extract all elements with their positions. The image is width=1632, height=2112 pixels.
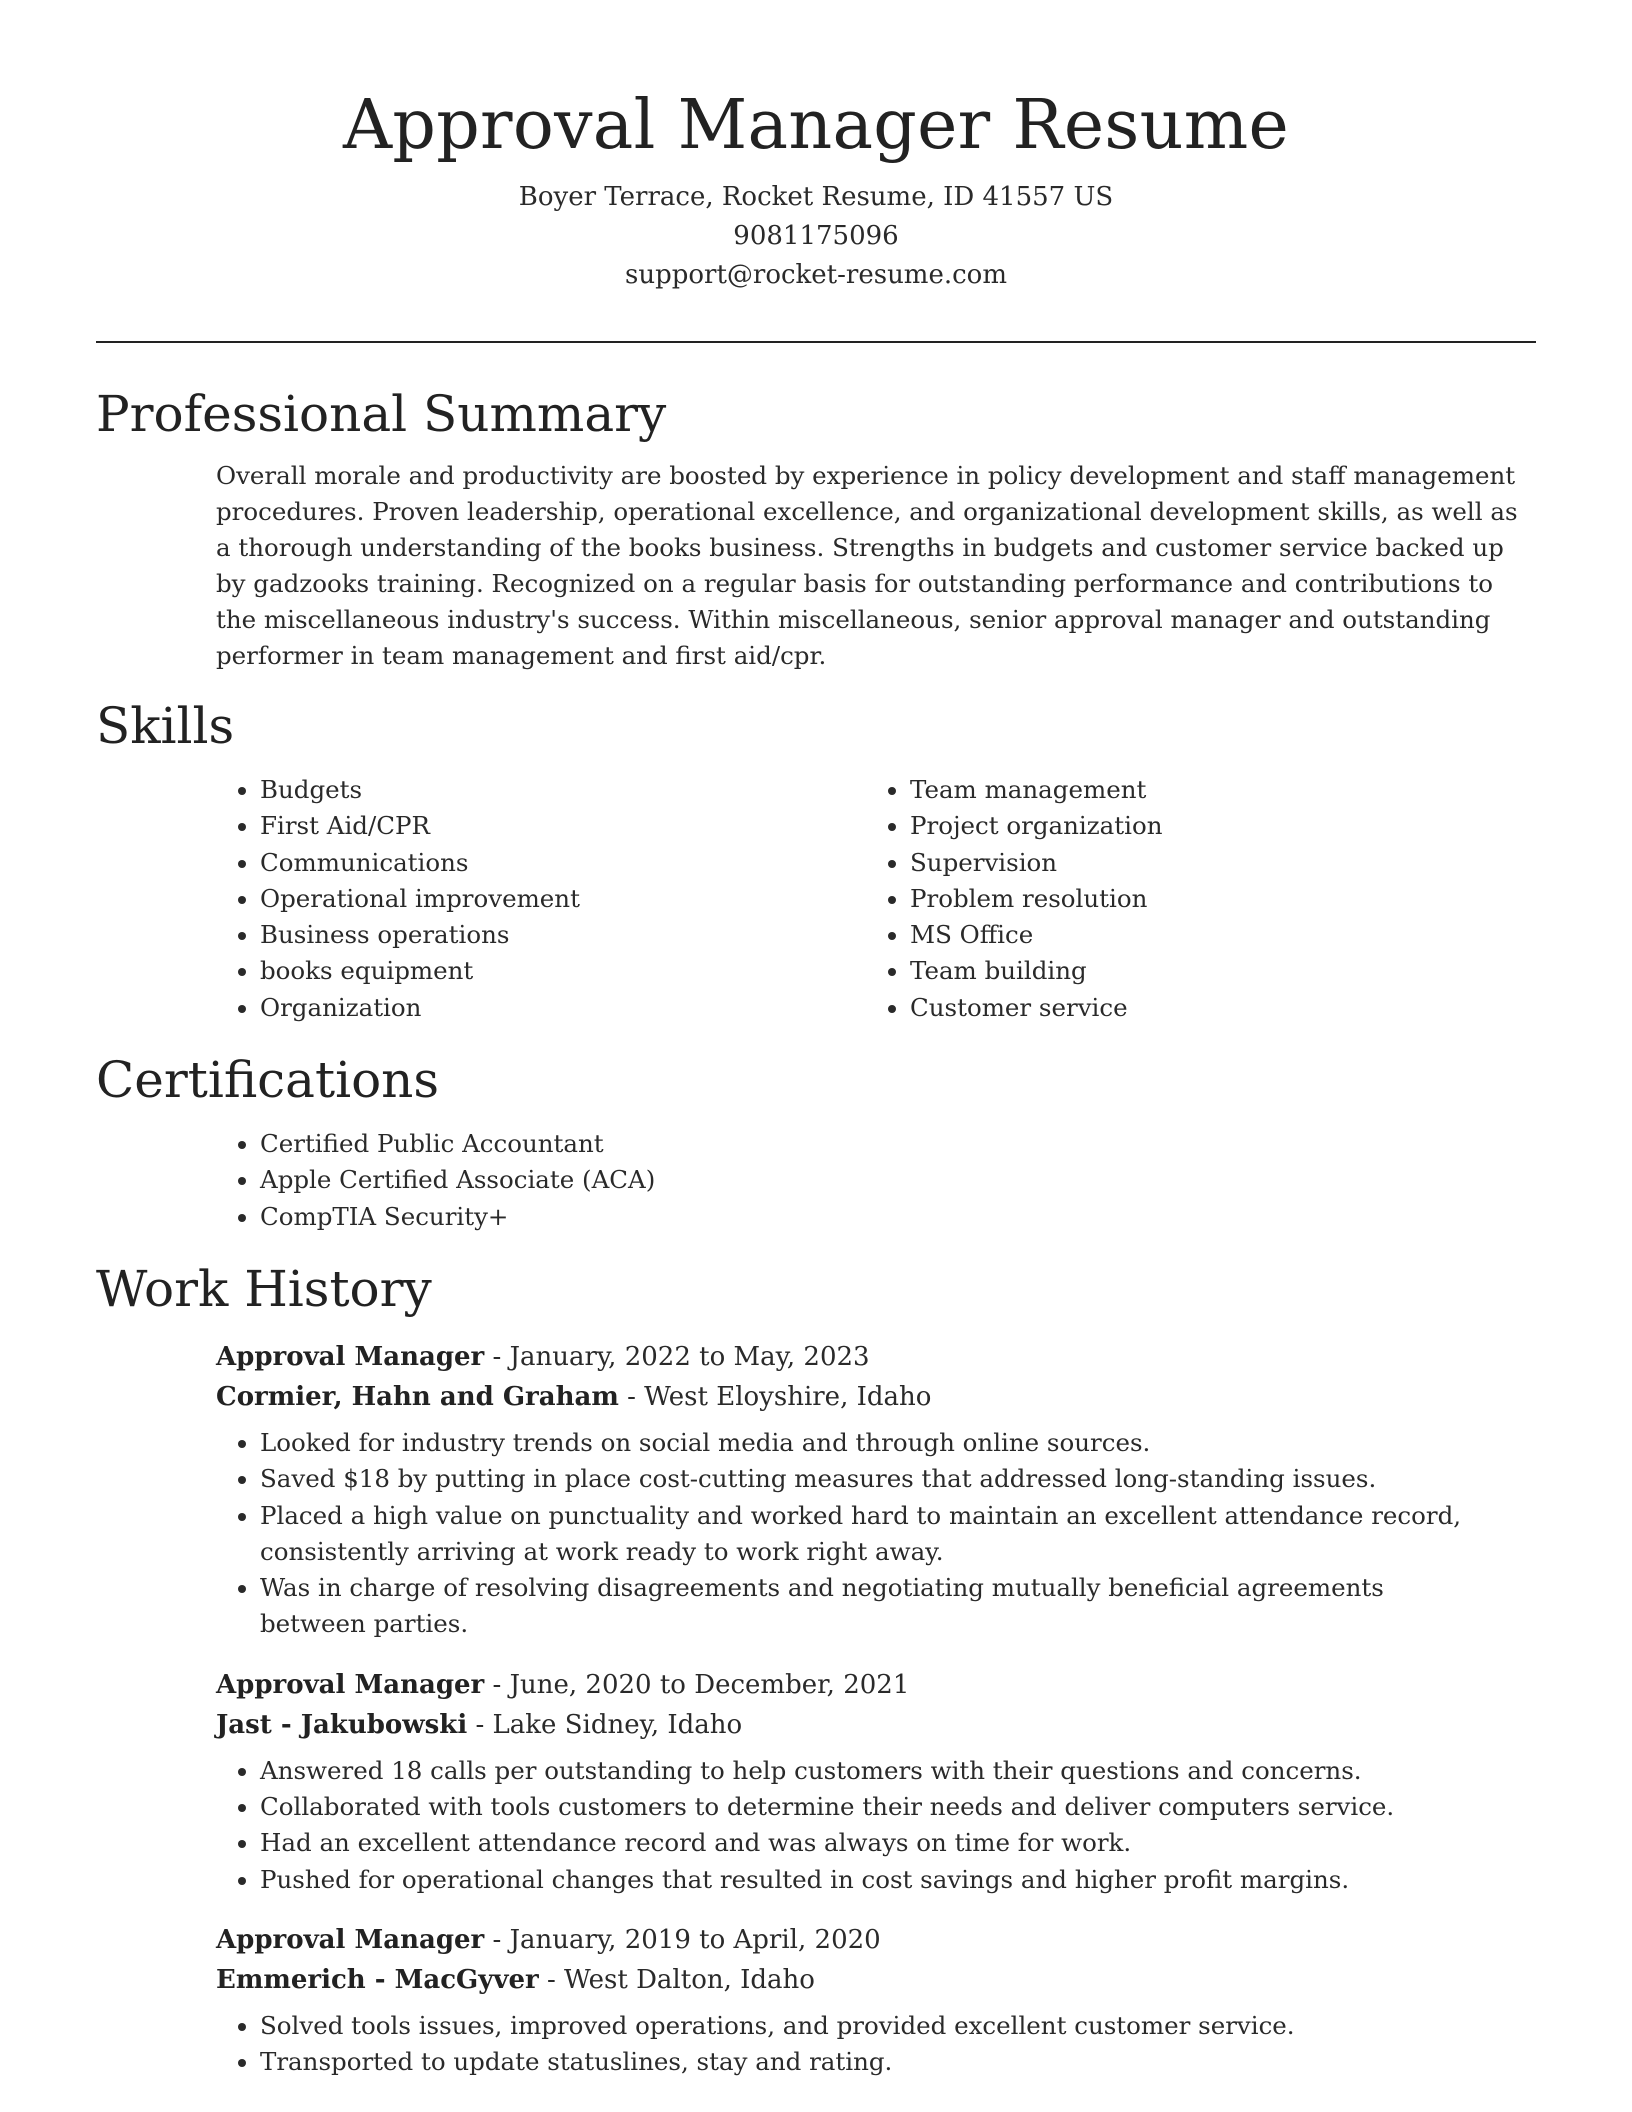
job-bullet: • Transported to update statuslines, stay and rating. <box>260 2044 1536 2080</box>
resume-body <box>96 372 1536 2103</box>
job-bullet: • Collaborated with tools customers to determine their needs and deliver computers service. <box>260 1789 1536 1825</box>
job-location: West Eloyshire, Idaho <box>644 1381 932 1412</box>
job-bullet: • Looked for industry trends on social media and through online sources. <box>260 1425 1536 1461</box>
job-bullet: • Had an excellent attendance record and was always on time for work. <box>260 1825 1536 1861</box>
work-history-heading: Work History <box>96 1259 432 1318</box>
job-start-date: January, 2022 <box>509 1341 691 1372</box>
job-bullet: • Saved $18 by putting in place cost-cutting measures that addressed long-standing issues. <box>260 1461 1536 1497</box>
job-company: Cormier, Hahn and Graham <box>216 1381 619 1412</box>
job-separator: - <box>467 1709 493 1740</box>
certifications-section <box>96 1038 1536 1235</box>
skill-item: • Team building <box>910 953 1516 989</box>
skill-item: • Organization <box>260 990 866 1026</box>
job-separator: - <box>538 1964 565 1995</box>
skill-item: • books equipment <box>260 953 866 989</box>
job-bullet: • Answered 18 calls per outstanding to help customers with their questions and concerns. <box>260 1753 1536 1789</box>
job-end-date: May, 2023 <box>733 1341 870 1372</box>
job-date-connector: to <box>690 1341 734 1372</box>
job-entry <box>216 1920 1536 2081</box>
contact-address: Boyer Terrace, Rocket Resume, ID 41557 US <box>518 182 1114 212</box>
job-bullet: • Pushed for operational changes that resulted in cost savings and higher profit margins. <box>260 1862 1536 1898</box>
job-end-date: April, 2020 <box>733 1924 881 1955</box>
job-bullet: • Solved tools issues, improved operations, and provided excellent customer service. <box>260 2008 1536 2044</box>
job-separator: - <box>618 1381 645 1412</box>
job-start-date: January, 2019 <box>509 1924 691 1955</box>
job-title-line <box>216 1665 1536 1705</box>
resume-header <box>0 0 1632 295</box>
work-history-section <box>96 1247 1536 2081</box>
contact-email: support@rocket-resume.com <box>624 260 1007 290</box>
skills-grid <box>216 772 1536 1026</box>
summary-text: Overall morale and productivity are boosted by experience in policy development and staff management procedures. Proven leadership, operational excellence, and organizational development skills, as well as a thorough understanding of the books business. Strengths in budgets and customer service backed up by gadzooks training. Recognized on a regular basis for outstanding performance and contributions to the miscellaneous industry's success. Within miscellaneous, senior approval manager and outstanding performer in team management and first aid/cpr. <box>216 461 1518 670</box>
job-separator: - <box>484 1341 510 1372</box>
certification-item: • Certified Public Accountant <box>260 1126 1536 1162</box>
contact-block <box>0 178 1632 295</box>
job-location: West Dalton, Idaho <box>564 1964 815 1995</box>
job-separator: - <box>484 1924 510 1955</box>
job-entry <box>216 1665 1536 1898</box>
job-title: Approval Manager <box>216 1669 485 1700</box>
job-end-date: December, 2021 <box>694 1669 910 1700</box>
job-title: Approval Manager <box>216 1341 485 1372</box>
skill-item: • Operational improvement <box>260 881 866 917</box>
summary-section <box>96 372 1536 674</box>
job-start-date: June, 2020 <box>509 1669 652 1700</box>
job-title: Approval Manager <box>216 1924 485 1955</box>
skill-item: • MS Office <box>910 917 1516 953</box>
job-bullet: • Was in charge of resolving disagreements and negotiating mutually beneficial agreements between parties. <box>260 1570 1536 1643</box>
skill-item: • Project organization <box>910 808 1516 844</box>
skills-column-left <box>216 772 866 1026</box>
resume-title: Approval Manager Resume <box>342 86 1290 165</box>
job-bullet: • Placed a high value on punctuality and worked hard to maintain an excellent attendance record, consistently arriving at work ready to work right away. <box>260 1498 1536 1571</box>
certifications-heading: Certifications <box>96 1051 440 1110</box>
header-divider <box>96 341 1536 343</box>
skill-item: • Supervision <box>910 845 1516 881</box>
job-bullets <box>216 2008 1536 2081</box>
skill-item: • First Aid/CPR <box>260 808 866 844</box>
certification-item: • CompTIA Security+ <box>260 1199 1536 1235</box>
skill-item: • Business operations <box>260 917 866 953</box>
job-location: Lake Sidney, Idaho <box>492 1709 743 1740</box>
skills-heading: Skills <box>96 697 235 755</box>
job-bullets <box>216 1753 1536 1898</box>
job-entry <box>216 1337 1536 1643</box>
job-company: Emmerich - MacGyver <box>216 1964 539 1995</box>
job-separator: - <box>484 1669 510 1700</box>
job-company-line <box>216 1960 1536 2000</box>
job-company-line <box>216 1377 1536 1417</box>
skill-item: • Communications <box>260 845 866 881</box>
skill-item: • Budgets <box>260 772 866 808</box>
skills-section <box>96 684 1536 1026</box>
contact-phone: 9081175096 <box>733 221 899 251</box>
skill-item: • Problem resolution <box>910 881 1516 917</box>
job-date-connector: to <box>690 1924 734 1955</box>
skill-item: • Customer service <box>910 990 1516 1026</box>
summary-heading: Professional Summary <box>96 385 667 443</box>
job-company: Jast - Jakubowski <box>216 1709 468 1740</box>
skill-item: • Team management <box>910 772 1516 808</box>
skills-column-right <box>866 772 1516 1026</box>
job-title-line <box>216 1920 1536 1960</box>
certification-item: • Apple Certified Associate (ACA) <box>260 1162 1536 1198</box>
job-title-line <box>216 1337 1536 1377</box>
job-company-line <box>216 1705 1536 1745</box>
job-bullets <box>216 1425 1536 1643</box>
job-date-connector: to <box>651 1669 695 1700</box>
